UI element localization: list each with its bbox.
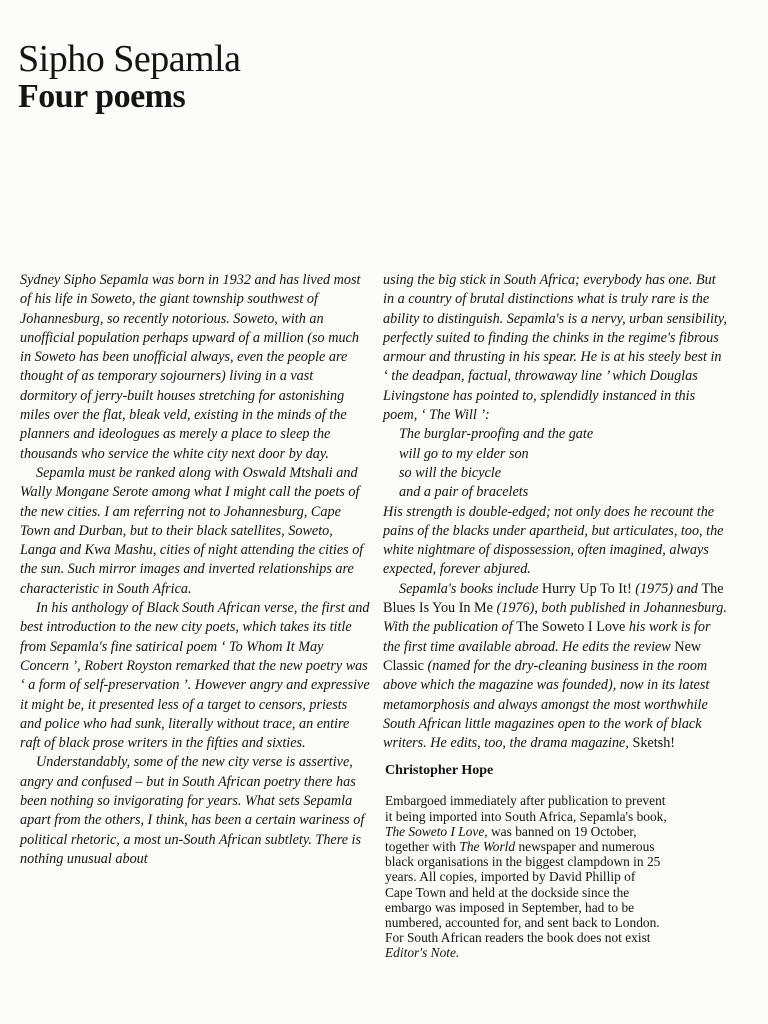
magazine-title: Sketsh! xyxy=(632,735,676,752)
bio-paragraph-2: Sepamla must be ranked along with Oswald Mtshali and Wally Mongane Serote among what I might call the poets of the new cities. I am referring not to Johannesburg, Cape Town and Durban, but to their black satellites, Soweto, Langa and Kwa Mashu, cities of night attending the cities of the sun. Such mirror images and inverted relationships are characteristic in South Africa. xyxy=(20,464,364,597)
right-column xyxy=(383,271,728,961)
verse-line: so will the bicycle xyxy=(399,464,502,481)
verse-line: will go to my elder son xyxy=(399,445,529,462)
article-title: Four poems xyxy=(18,78,186,115)
article-header xyxy=(18,40,241,116)
book-title: The Blues Is You In Me xyxy=(383,580,724,617)
bio-paragraph-3: In his anthology of Black South African verse, the first and best introduction to the new city poets, which takes its title from Sepamla's fine satirical poem ‘ To Whom It May Concern ’, Robert Royston remarked that the new poetry was ‘ a form of self-preservation ’. However angry and expressive it might be, it presented less of a target to censors, priests and police who had sunk, literally without trace, an entire raft of black prose writers in the fifties and sixties. xyxy=(20,600,370,752)
verse-line: The burglar-proofing and the gate xyxy=(399,426,594,443)
book-title: Hurry Up To It! xyxy=(541,580,632,597)
bio-paragraph-5: using the big stick in South Africa; everybody has one. But in a country of brutal distinctions what is truly rare is the ability to distinguish. Sepamla's is a nervy, urban sensibility, perfectly suited to finding the chinks in the regime's fibrous armour and thrusting in his spear. He is at his steely best in ‘ the deadpan, factual, throwaway line ’ which Douglas Livingstone has pointed to, splendidly instanced in this poem, ‘ The Will ’: xyxy=(383,272,727,424)
bio-paragraph-4: Understandably, some of the new city verse is assertive, angry and confused – but in South African poetry there has been nothing so invigorating for years. What sets Sepamla apart from the others, I think, has been a certain wariness of political rhetoric, a most un-South African subtlety. There is nothing unusual about xyxy=(20,754,365,867)
editors-note: Embargoed immediately after publication to prevent it being imported into South Africa, Sepamla's book, The Soweto I Love, was banned on 19 October, together with The World newspaper and numerous black organisations in the biggest clampdown in 25 years. All copies, imported by David Phillip of Cape Town and held at the dockside since the embargo was imposed in September, had to be numbered, accounted for, and sent back to London. For South African readers the book does not exist Editor's Note. xyxy=(385,793,667,961)
byline: Christopher Hope xyxy=(385,763,494,779)
bio-paragraph-6: His strength is double-edged; not only does he recount the pains of the blacks under apartheid, but articulates, too, the white nightmare of dispossession, often imagined, always expected, forever abjured. xyxy=(383,503,724,578)
book-title: The Soweto I Love xyxy=(516,619,626,636)
verse-line: and a pair of bracelets xyxy=(399,484,529,501)
verse-quote xyxy=(383,425,728,502)
magazine-title: New Classic xyxy=(383,638,702,674)
left-column xyxy=(20,271,370,869)
author-name: Sipho Sepamla xyxy=(18,38,241,80)
bio-paragraph-7: Sepamla's books include Hurry Up To It! (1975) and The Blues Is You In Me (1976), both published in Johannesburg. With the publication of The Soweto I Love his work is for the first time available abroad. He edits the review New Classic (named for the dry-cleaning business in the room above which the magazine was founded), now in its latest metamorphosis and always amongst the most worthwhile South African little magazines open to the work of black writers. He edits, too, the drama magazine, Sketsh! xyxy=(383,580,727,752)
bio-paragraph-1: Sydney Sipho Sepamla was born in 1932 and has lived most of his life in Soweto, the giant township southwest of Johannesburg, so recently notorious. Soweto, with an unofficial population perhaps upward of a million (so much in Soweto has been unofficial always, even the people are thought of as temporary sojourners) living in a vast dormitory of jerry-built houses stretching for astonishing miles over the flat, bleak veld, existing in the minds of the planners and ideologues as merely a place to sleep the thousands who service the white city next door by day. xyxy=(20,272,361,462)
